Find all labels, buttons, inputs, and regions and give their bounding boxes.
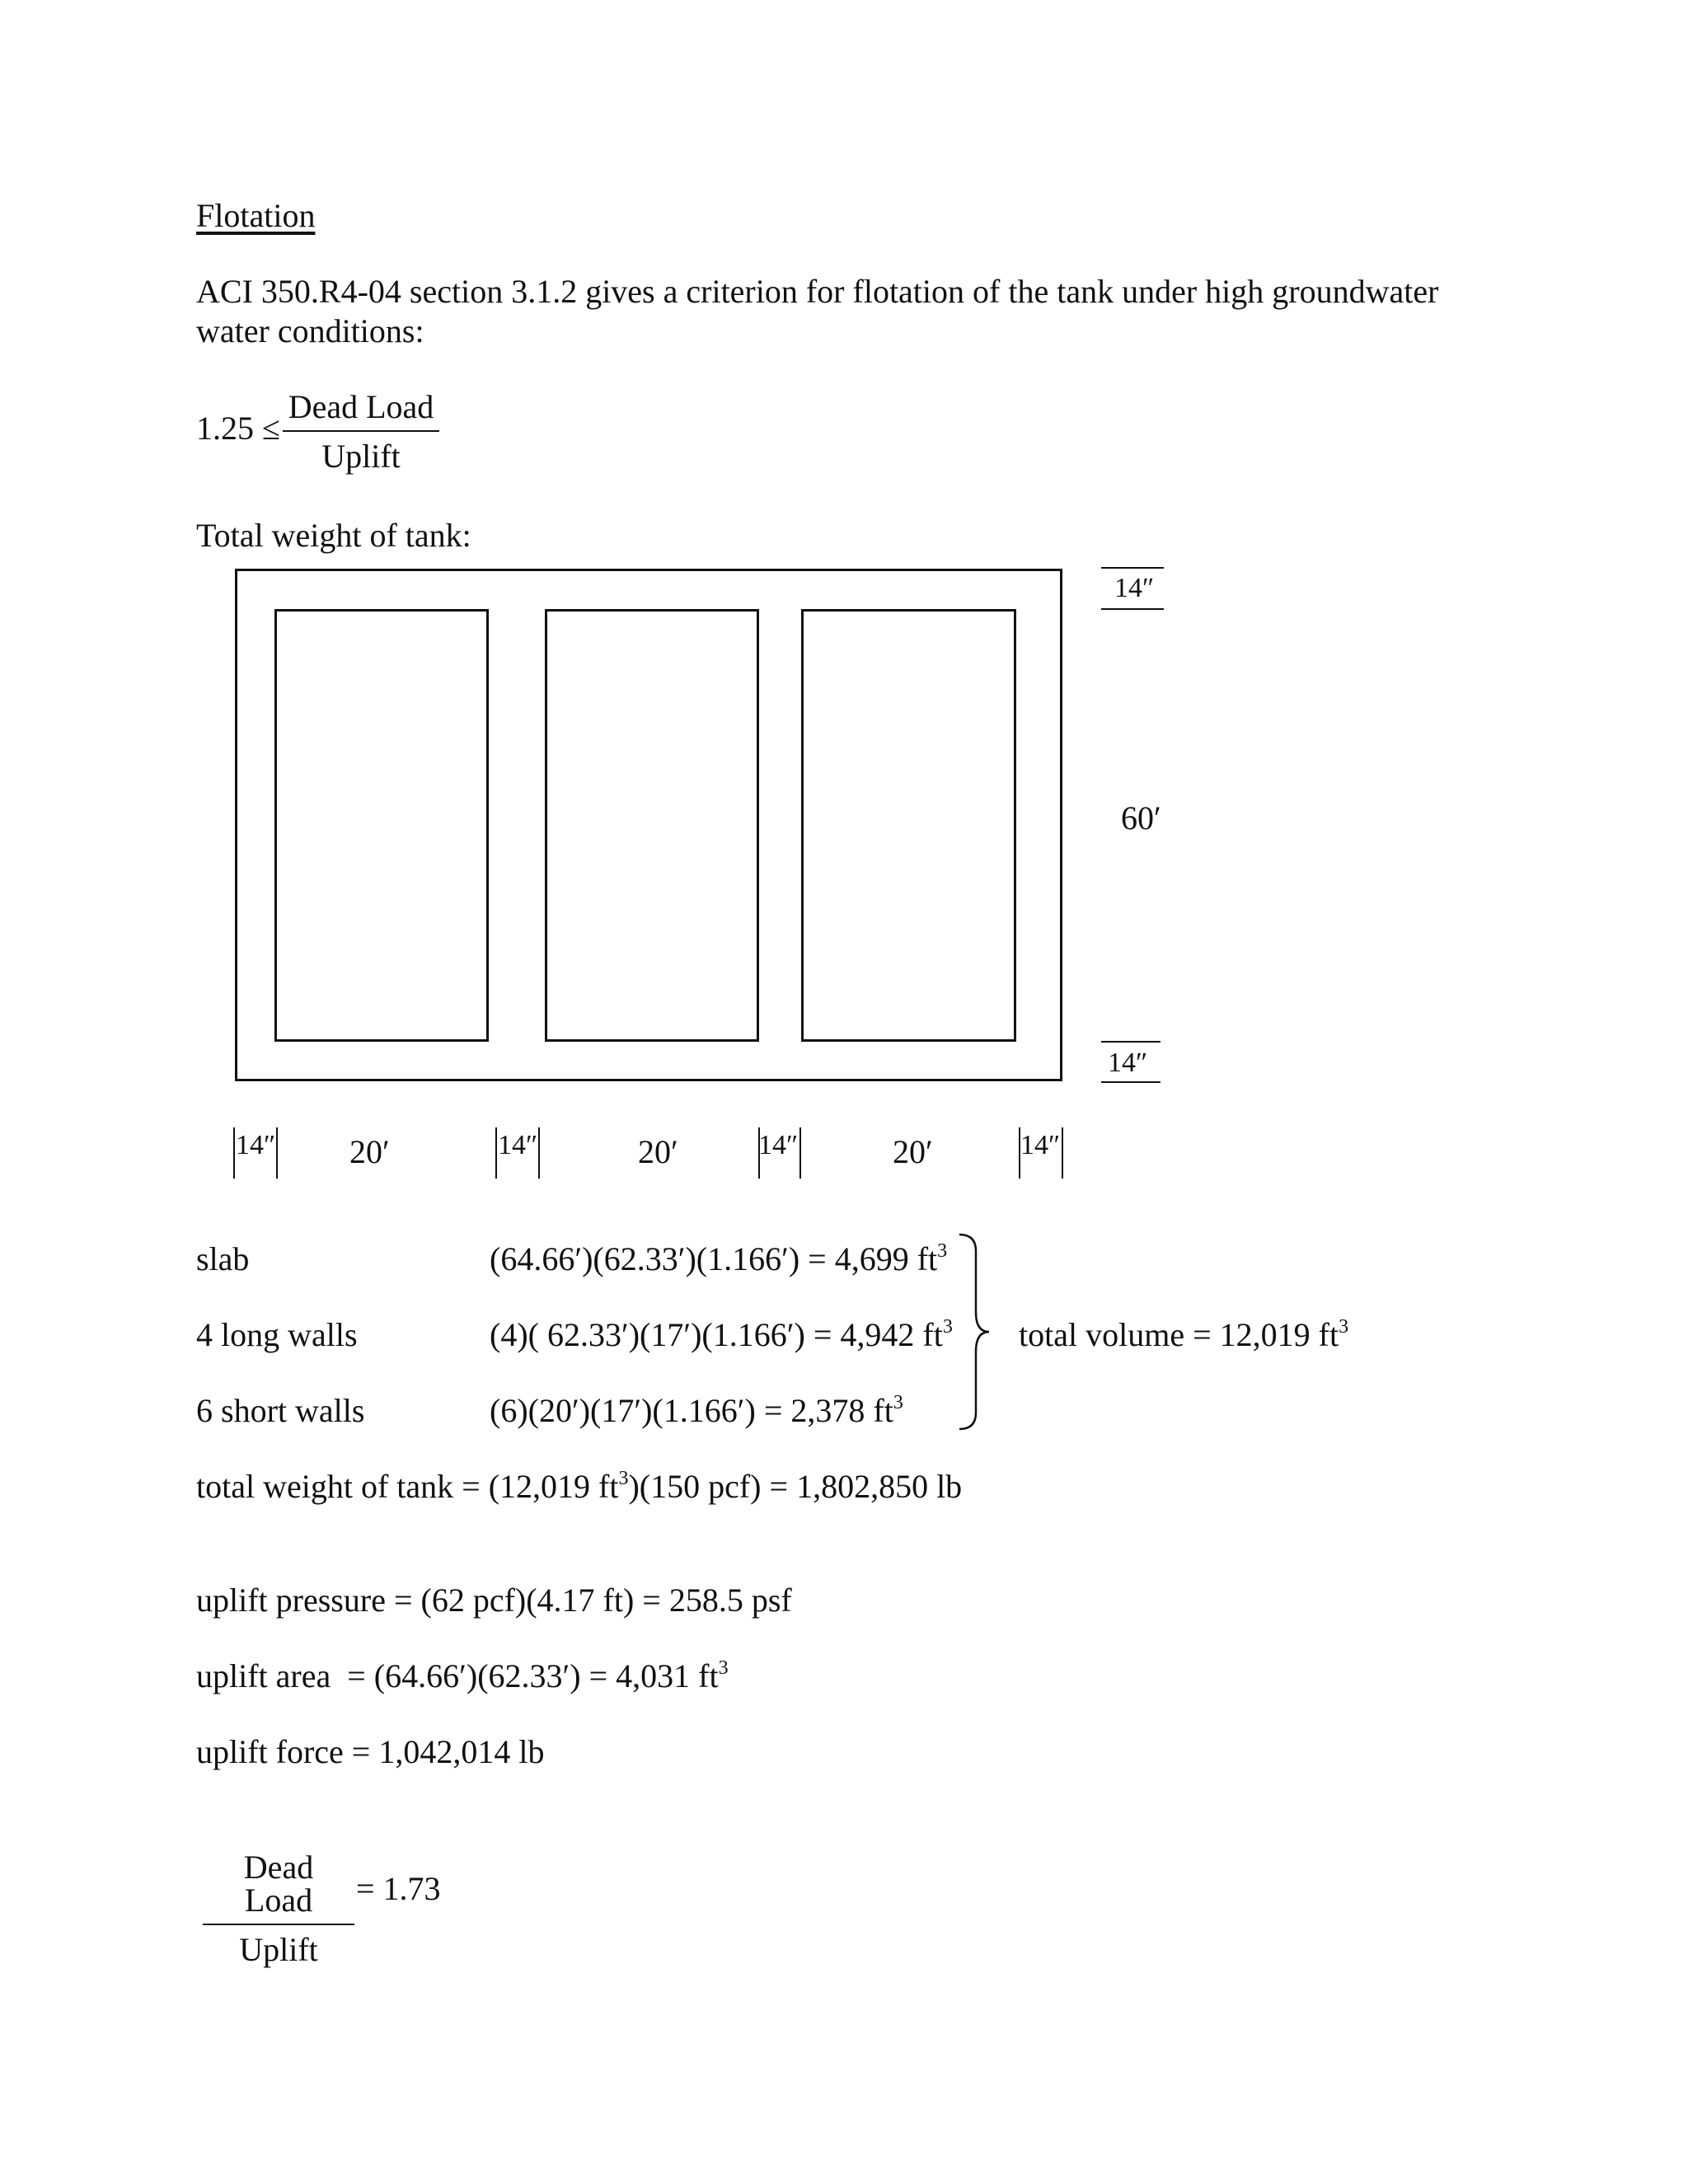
section-heading: Flotation <box>196 197 316 234</box>
dimension-top-wall: 14″ <box>1114 573 1155 603</box>
dimension-wall-3: 14″ <box>758 1130 799 1160</box>
uplift-pressure: uplift pressure = (62 pcf)(4.17 ft) = 258.5 psf <box>196 1582 792 1619</box>
total-volume: total volume = 12,019 $ft^3$ <box>1019 1316 1349 1353</box>
dimension-line <box>1101 567 1164 569</box>
result-fraction <box>203 1851 354 1966</box>
total-weight-label: Total weight of tank: <box>196 517 471 554</box>
uplift-force: uplift force = 1,042,014 lb <box>196 1733 545 1770</box>
dimension-line <box>1101 1081 1160 1083</box>
dimension-tick <box>276 1127 278 1179</box>
result-value: = 1.73 <box>356 1870 441 1907</box>
result-denominator: Uplift <box>239 1931 318 1968</box>
tank-cell-3 <box>801 609 1016 1042</box>
dimension-tick <box>799 1127 801 1179</box>
dimension-bay-3: 20′ <box>893 1133 933 1170</box>
intro-text-line-2: water conditions: <box>196 312 424 349</box>
dimension-tick <box>495 1127 497 1179</box>
criterion-lhs: 1.25 ≤ <box>196 410 280 447</box>
intro-text-line-1: ACI 350.R4-04 section 3.1.2 gives a criterion for flotation of the tank under high groundwater <box>196 273 1439 310</box>
volume-label-short-walls: 6 short walls <box>196 1392 365 1429</box>
dimension-bay-2: 20′ <box>638 1133 678 1170</box>
volume-expr-short-walls: (6)(20′)(17′)(1.166′) = 2,378 $ft^3$ <box>490 1392 903 1429</box>
dimension-wall-4: 14″ <box>1020 1130 1061 1160</box>
dimension-line <box>1101 608 1164 610</box>
criterion-denominator: Uplift <box>321 438 401 475</box>
dimension-line <box>1101 1041 1160 1043</box>
dimension-tick <box>1062 1127 1063 1179</box>
tank-cell-1 <box>274 609 489 1042</box>
dimension-tick <box>233 1127 235 1179</box>
dimension-wall-2: 14″ <box>498 1130 538 1160</box>
criterion-fraction <box>283 388 439 475</box>
volume-expr-slab: (64.66′)(62.33′)(1.166′) = 4,699 $ft^3$ <box>490 1240 948 1277</box>
volume-label-long-walls: 4 long walls <box>196 1316 358 1353</box>
criterion-numerator: Dead Load <box>288 388 434 425</box>
volume-label-slab: slab <box>196 1240 250 1277</box>
dimension-bay-1: 20′ <box>349 1133 390 1170</box>
volume-expr-long-walls: (4)( 62.33′)(17′)(1.166′) = 4,942 $ft^3$ <box>490 1316 953 1353</box>
total-weight-of-tank: total weight of tank = (12,019 $ft^3)(150$ pcf) = 1,802,850 lb <box>196 1468 963 1505</box>
dimension-wall-1: 14″ <box>236 1130 276 1160</box>
right-brace <box>956 1230 994 1434</box>
tank-cell-2 <box>545 609 759 1042</box>
uplift-area: uplift area = (64.66′)(62.33′) = 4,031 $ft^3$ <box>196 1657 729 1694</box>
result-numerator: Dead Load <box>243 1849 314 1919</box>
dimension-tick <box>538 1127 540 1179</box>
dimension-height: 60′ <box>1121 799 1161 837</box>
dimension-bottom-wall: 14″ <box>1108 1047 1148 1078</box>
